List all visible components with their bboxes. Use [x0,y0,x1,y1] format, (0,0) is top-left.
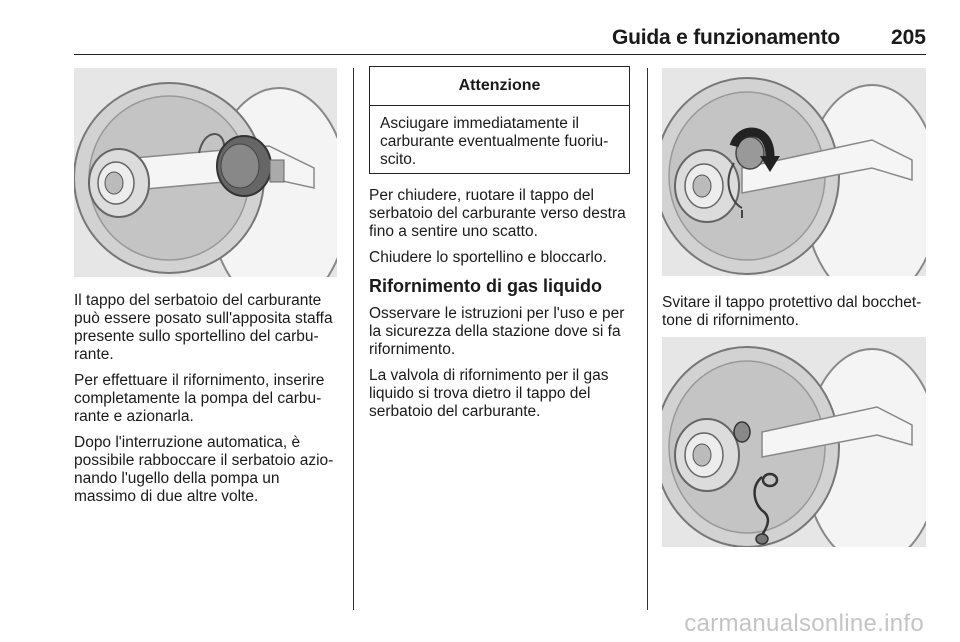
paragraph: Svitare il tappo protettivo dal bocchet-tone di rifornimento. [662,294,922,329]
column-divider-left [353,68,354,610]
figure-fuel-cap-on-bracket [74,68,337,277]
paragraph: La valvola di rifornimento per il gas liquido si trova dietro il tappo del serbatoio del carburante. [369,367,609,420]
paragraph: Dopo l'interruzione automatica, è possibile rabboccare il serbatoio azio-nando l'ugello della pompa un massimo di due altre volte. [74,434,334,505]
page-number: 205 [890,26,926,49]
right-column-caption [662,294,930,338]
figure-unscrew-cap [662,68,926,276]
header-rule [74,54,926,55]
left-column-text [74,292,342,514]
running-title: Guida e funzionamento [612,26,840,49]
paragraph: Per chiudere, ruotare il tappo del serbatoio del carburante verso destra fino a sentire uno scatto. [369,187,626,240]
warning-title: Attenzione [370,67,629,106]
watermark-text: carmanualsonline.info [684,610,924,637]
middle-column-text [369,187,635,429]
section-heading: Rifornimento di gas liquido [369,276,602,296]
figure-lpg-filler-uncapped [662,337,926,547]
paragraph: Per effettuare il rifornimento, inserire completamente la pompa del carbu-rante e azionarla. [74,372,325,425]
warning-text: Asciugare immediatamente il carburante eventualmente fuoriu-scito. [380,115,609,168]
page-header [74,26,926,56]
paragraph: Osservare le istruzioni per l'uso e per la sicurezza della stazione dove si fa rifornimento. [369,305,625,358]
warning-callout [369,66,630,174]
paragraph: Il tappo del serbatoio del carburante può essere posato sull'apposita staffa presente sullo sportellino del carbu-rante. [74,292,333,363]
column-divider-right [647,68,648,610]
paragraph: Chiudere lo sportellino e bloccarlo. [369,249,607,266]
